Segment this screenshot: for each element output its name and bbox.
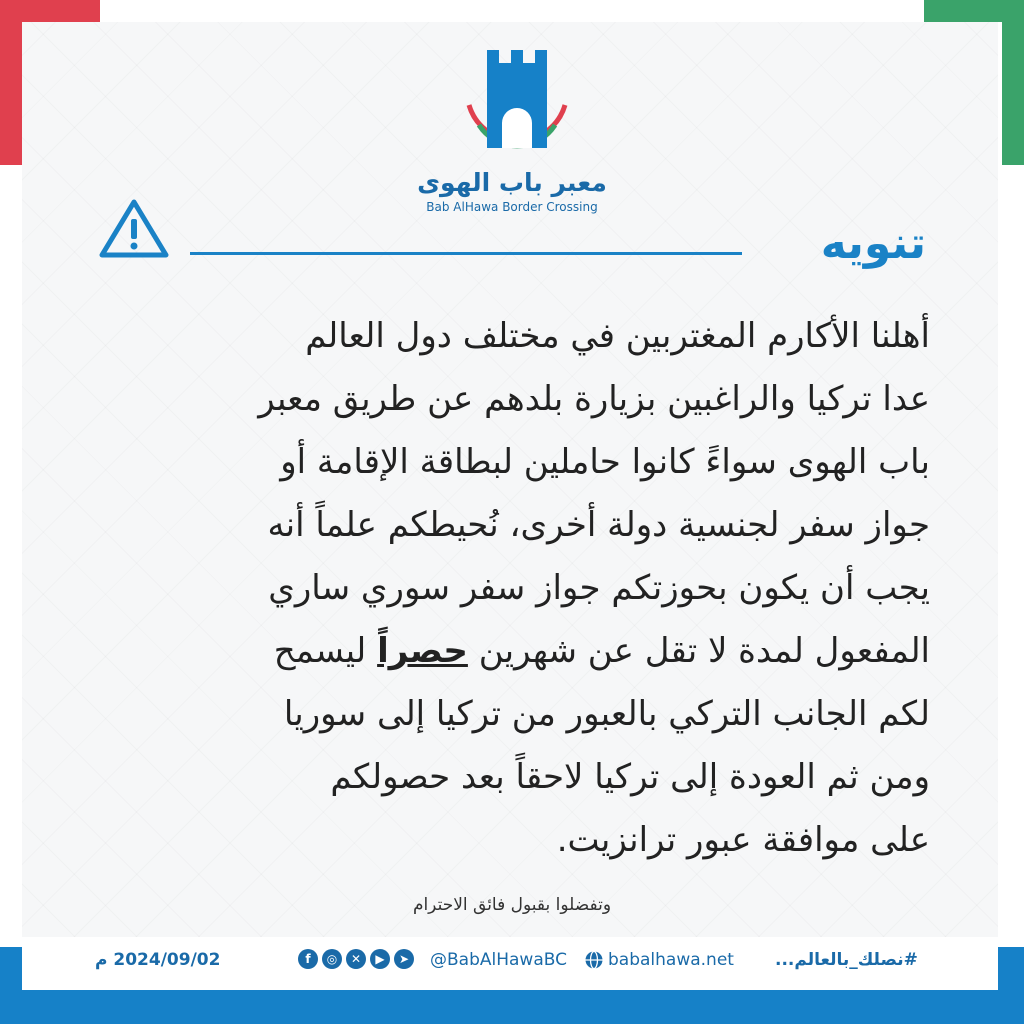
body-line: لكم الجانب التركي بالعبور من تركيا إلى سوريا: [283, 694, 930, 734]
title-underline: [190, 252, 742, 255]
body-line: [90, 620, 930, 683]
instagram-icon[interactable]: ◎: [322, 949, 342, 969]
youtube-icon[interactable]: ▶: [370, 949, 390, 969]
post-date: 2024/09/02 م: [95, 950, 221, 970]
body-line: عدا تركيا والراغبين بزيارة بلدهم عن طريق معبر: [258, 379, 930, 419]
telegram-icon[interactable]: ➤: [394, 949, 414, 969]
bab-alhawa-logo: [457, 45, 577, 170]
notice-body: [90, 305, 930, 872]
body-line: على موافقة عبور ترانزيت.: [556, 820, 930, 860]
website-link[interactable]: babalhawa.net: [608, 950, 734, 970]
globe-icon: [584, 950, 604, 970]
hashtag: #نصلك_بالعالم...: [775, 950, 918, 970]
body-line: ومن ثم العودة إلى تركيا لاحقاً بعد حصولكم: [330, 757, 930, 797]
body-line: باب الهوى سواءً كانوا حاملين لبطاقة الإقامة أو: [280, 442, 930, 482]
body-line: يجب أن يكون بحوزتكم جواز سفر سوري ساري: [268, 568, 930, 608]
facebook-icon[interactable]: f: [298, 949, 318, 969]
notice-title: تنويه: [820, 218, 926, 269]
warning-triangle-icon: [98, 197, 170, 261]
closing-note: وتفضلوا بقبول فائق الاحترام: [412, 895, 612, 915]
brand-name-arabic: معبر باب الهوى: [417, 168, 607, 197]
corner-accent-red-top: [0, 0, 100, 22]
body-line: جواز سفر لجنسية دولة أخرى، نُحيطكم علماً أنه: [267, 505, 930, 545]
body-line: أهلنا الأكارم المغتربين في مختلف دول العالم: [305, 316, 930, 356]
body-line-part: المفعول لمدة لا تقل عن شهرين: [478, 631, 930, 671]
body-line-part: ليسمح: [273, 631, 367, 671]
twitter-icon[interactable]: ✕: [346, 949, 366, 969]
corner-accent-green: [1002, 0, 1024, 165]
corner-accent-green-top: [924, 0, 1024, 22]
social-handle-link[interactable]: @BabAlHawaBC: [430, 950, 567, 970]
brand-name-english: Bab AlHawa Border Crossing: [426, 200, 598, 214]
emphasis-word: حصراً: [377, 631, 468, 671]
corner-accent-red: [0, 0, 22, 165]
